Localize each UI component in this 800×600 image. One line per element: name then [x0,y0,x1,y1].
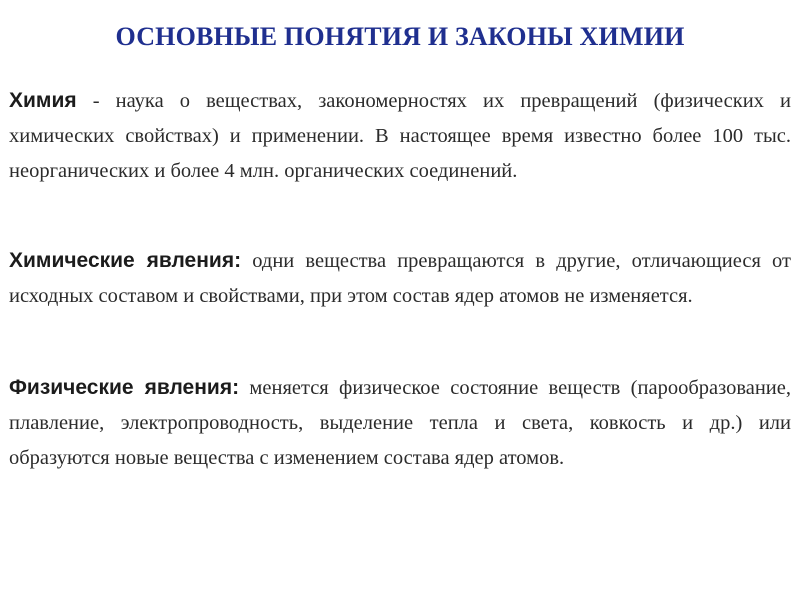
definition-physical-phenomena [9,370,791,476]
definition-chemistry-text: - наука о веществах, закономерностях их превращений (физических и химических свойствах) и применении. В настоящее время известно более 100 тыс. неорганических и более 4 млн. органических соединений. [9,90,791,182]
definition-chemistry [9,83,791,189]
definition-chemical-phenomena-text: одни вещества превращаются в другие, отличающиеся от исходных составом и свойствами, при этом состав ядер атомов не изменяется. [9,250,791,307]
definition-chemical-phenomena [9,243,791,314]
term-chemistry: Химия [9,89,77,112]
term-physical-phenomena: Физические явления: [9,376,240,399]
slide-title: ОСНОВНЫЕ ПОНЯТИЯ И ЗАКОНЫ ХИМИИ [115,22,685,51]
term-chemical-phenomena: Химические явления: [9,249,242,272]
definition-physical-phenomena-text: меняется физическое состояние веществ (парообразование, плавление, электропроводность, выделение тепла и света, ковкость и др.) или образуются новые вещества с изменением состава ядер атомов. [9,377,792,469]
